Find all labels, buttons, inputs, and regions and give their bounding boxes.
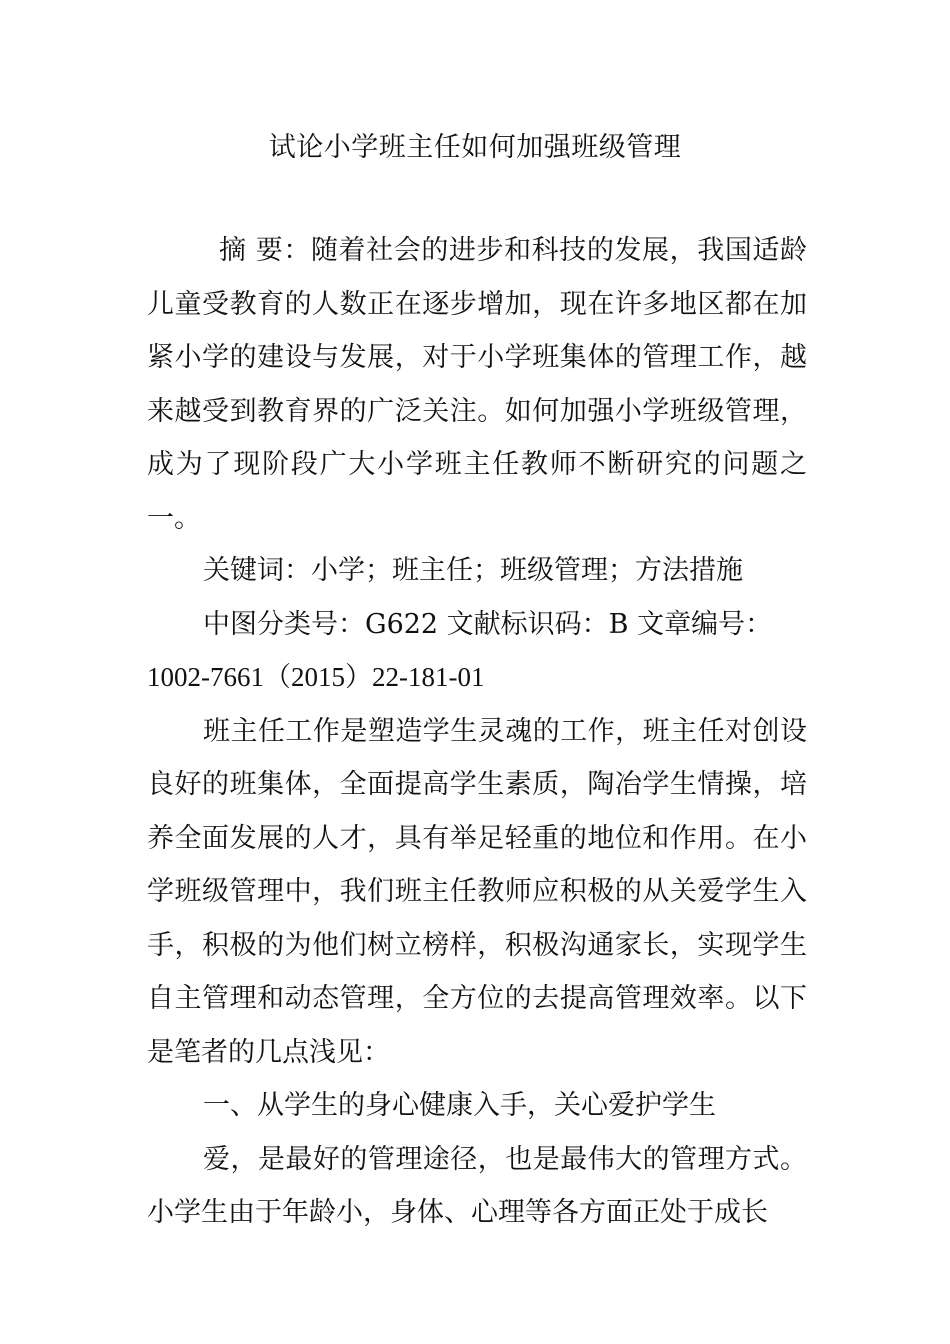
classification-line: 中图分类号：G622 文献标识码：B 文章编号： <box>203 608 773 640</box>
section-heading: 一、从学生的身心健康入手，关心爱护学生 <box>203 1090 716 1121</box>
abstract-text: 随着社会的进步和科技的发展，我国适龄儿童受教育的人数正在逐步增加，现在许多地区都在加紧小学的建设与发展，对于小学班集体的管理工作，越来越受到教育界的广泛关注。如何加强小学班级管理，成为了现阶段广大小学班主任教师不断研究的问题之一。 <box>147 235 807 534</box>
article-number-line: 1002-7661（2015）22-181-01 <box>147 662 485 692</box>
document-title: 试论小学班主任如何加强班级管理 <box>268 132 682 163</box>
abstract-label: 摘 要： <box>219 235 311 266</box>
body-paragraph: 班主任工作是塑造学生灵魂的工作，班主任对创设良好的班集体，全面提高学生素质，陶冶学生情操，培养全面发展的人才，具有举足轻重的地位和作用。在小学班级管理中，我们班主任教师应积极的从关爱学生入手，积极的为他们树立榜样，积极沟通家长，实现学生自主管理和动态管理，全方位的去提高管理效率。以下是笔者的几点浅见： <box>147 715 807 1068</box>
keywords-line: 关键词：小学；班主任；班级管理；方法措施 <box>203 555 743 586</box>
main-text-block <box>147 544 807 1240</box>
section-paragraph: 爱，是最好的管理途径，也是最伟大的管理方式。小学生由于年龄小，身体、心理等各方面正处于成长 <box>147 1143 807 1228</box>
abstract-block <box>147 224 807 545</box>
